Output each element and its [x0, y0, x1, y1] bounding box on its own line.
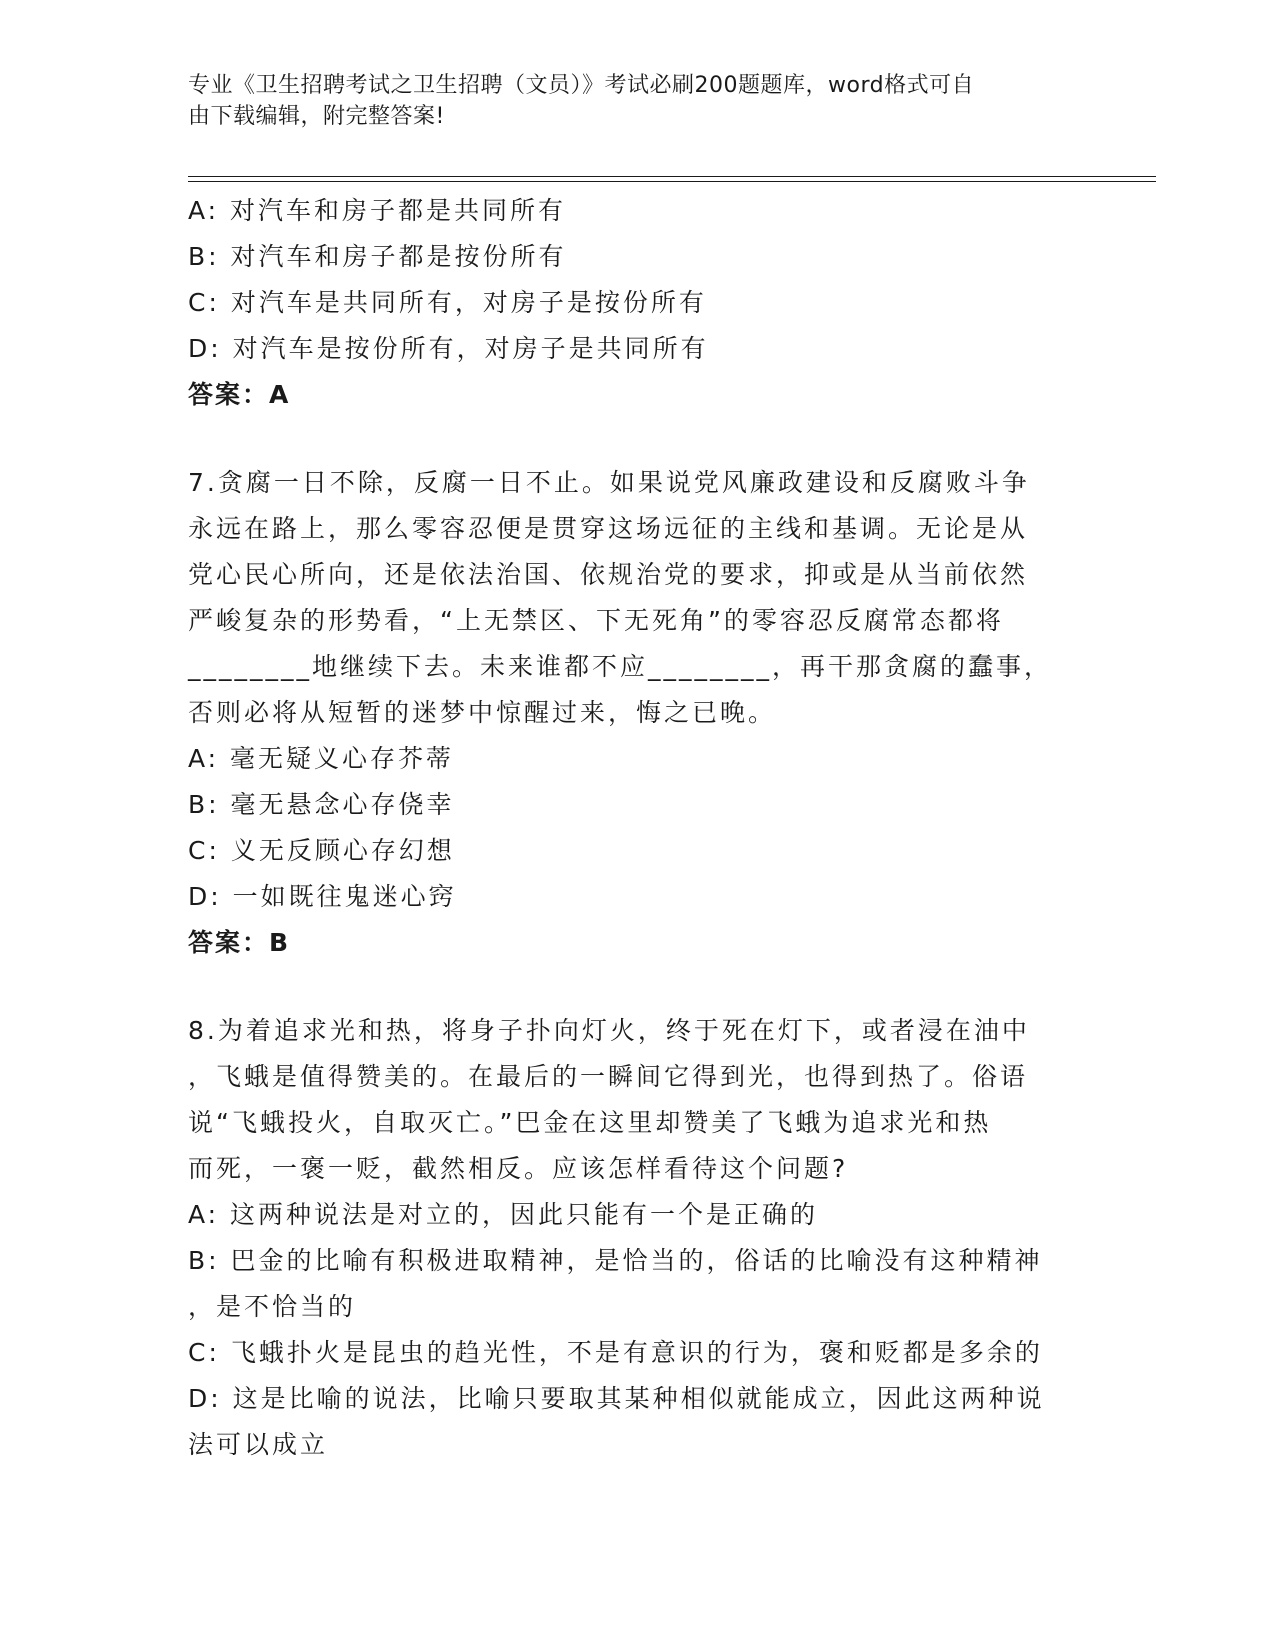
q6-answer: 答案：A — [188, 380, 291, 409]
question-7-block — [188, 460, 1078, 966]
q7-stem-line: 否则必将从短暂的迷梦中惊醒过来，悔之已晚。 — [188, 698, 777, 727]
q7-option-b: B: 毫无悬念心存侥幸 — [188, 790, 455, 819]
q8-stem-line: 而死，一褒一贬，截然相反。应该怎样看待这个问题? — [188, 1154, 849, 1183]
q6-option-b: B: 对汽车和房子都是按份所有 — [188, 242, 567, 271]
header-line-2: 由下载编辑，附完整答案! — [188, 104, 445, 129]
q7-option-c: C: 义无反顾心存幻想 — [188, 836, 455, 865]
q7-option-a: A: 毫无疑义心存芥蒂 — [188, 744, 455, 773]
q7-stem-line: ________地继续下去。未来谁都不应________，再干那贪腐的蠢事， — [188, 652, 1053, 681]
q7-option-d: D: 一如既往鬼迷心窍 — [188, 882, 457, 911]
spacer — [188, 418, 1078, 460]
q7-stem-line: 永远在路上，那么零容忍便是贯穿这场远征的主线和基调。无论是从 — [188, 514, 1029, 543]
question-6-block — [188, 188, 1078, 418]
document-body — [188, 188, 1078, 1468]
q8-option-d: D: 这是比喻的说法，比喻只要取其某种相似就能成立，因此这两种说 — [188, 1384, 1045, 1413]
q6-option-a: A: 对汽车和房子都是共同所有 — [188, 196, 567, 225]
document-header — [188, 70, 1068, 132]
header-rule-top — [188, 176, 1156, 177]
spacer — [188, 966, 1078, 1008]
q8-stem-line: ，飞蛾是值得赞美的。在最后的一瞬间它得到光，也得到热了。俗语 — [188, 1062, 1029, 1091]
q8-stem-line: 说“飞蛾投火，自取灭亡。”巴金在这里却赞美了飞蛾为追求光和热 — [188, 1108, 992, 1137]
q8-option-b: B: 巴金的比喻有积极进取精神，是恰当的，俗话的比喻没有这种精神 — [188, 1246, 1043, 1275]
q7-stem-line: 7.贪腐一日不除，反腐一日不止。如果说党风廉政建设和反腐败斗争 — [188, 468, 1030, 497]
q7-answer: 答案：B — [188, 928, 291, 957]
header-line-1: 专业《卫生招聘考试之卫生招聘（文员）》考试必刷200题题库，word格式可自 — [188, 73, 975, 98]
q6-option-c: C: 对汽车是共同所有，对房子是按份所有 — [188, 288, 707, 317]
question-8-block — [188, 1008, 1078, 1468]
q8-option-a: A: 这两种说法是对立的，因此只能有一个是正确的 — [188, 1200, 819, 1229]
q8-option-b-continued: ，是不恰当的 — [188, 1292, 357, 1321]
q8-stem-line: 8.为着追求光和热，将身子扑向灯火，终于死在灯下，或者浸在油中 — [188, 1016, 1030, 1045]
q8-option-c: C: 飞蛾扑火是昆虫的趋光性，不是有意识的行为，褒和贬都是多余的 — [188, 1338, 1043, 1367]
q7-stem-line: 党心民心所向，还是依法治国、依规治党的要求，抑或是从当前依然 — [188, 560, 1029, 589]
q6-option-d: D: 对汽车是按份所有，对房子是共同所有 — [188, 334, 709, 363]
header-rule-bottom — [188, 181, 1156, 182]
q8-option-d-continued: 法可以成立 — [188, 1430, 329, 1459]
q7-stem-line: 严峻复杂的形势看，“上无禁区、下无死角”的零容忍反腐常态都将 — [188, 606, 1004, 635]
